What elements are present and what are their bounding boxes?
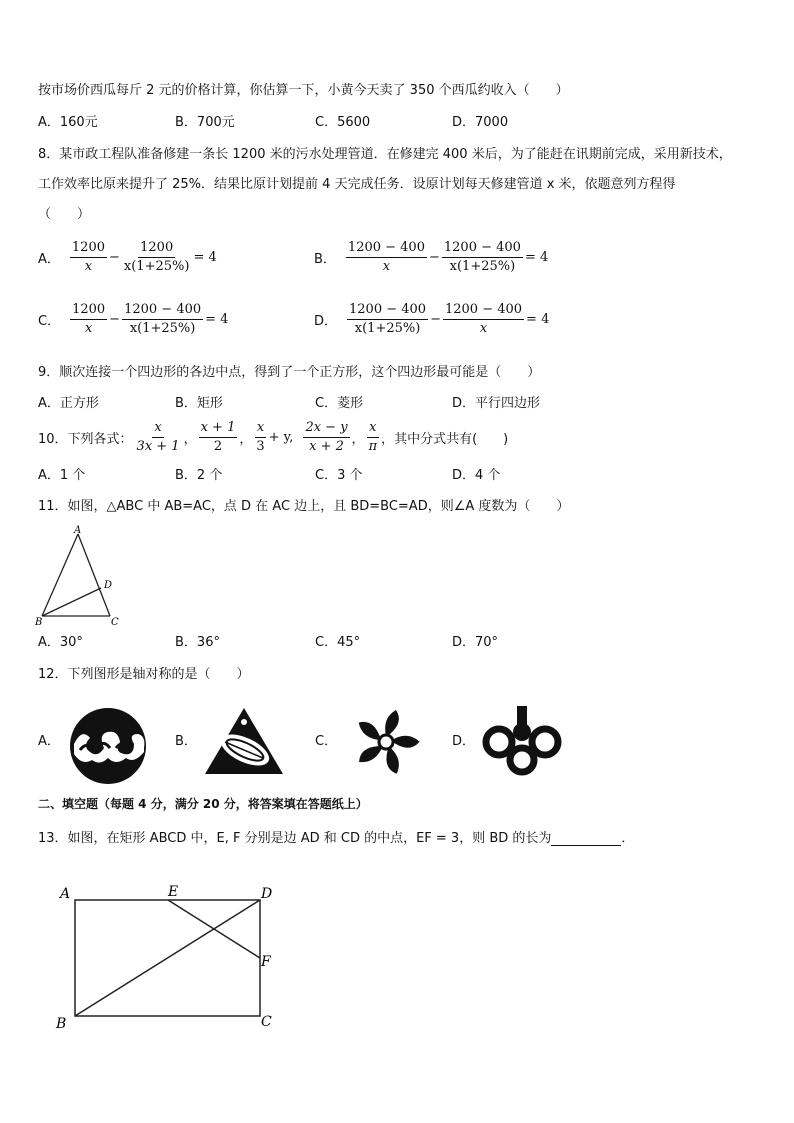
q11-option-c: C．45° xyxy=(315,635,361,650)
q13-label-e: E xyxy=(168,884,179,900)
q8-a-frac1 xyxy=(70,240,107,275)
q11-option-a: A．30° xyxy=(38,635,83,650)
q8-option-a xyxy=(38,240,217,275)
q8-c-minus: − xyxy=(109,312,121,327)
q10-comma3: ， xyxy=(351,432,365,447)
q10-f2-den: 2 xyxy=(213,439,223,454)
q12-option-c-flower-figure xyxy=(349,706,423,778)
q11-label-d: D xyxy=(104,580,113,591)
q8-d-frac1 xyxy=(347,302,428,337)
q8-stem-line3: （ ） xyxy=(38,207,91,222)
q7-option-b: B．700元 xyxy=(175,115,235,130)
q12-option-a-label: A． xyxy=(38,734,60,749)
q8-b-frac1 xyxy=(346,240,427,275)
q10-f5-den: π xyxy=(368,439,378,454)
q8-c-den2: x(1+25%) xyxy=(129,321,196,336)
q8-a-num2: 1200 xyxy=(138,240,175,258)
q12-option-b-triangle-figure xyxy=(203,706,285,776)
q10-frac4 xyxy=(303,420,349,455)
q9-option-c: C．菱形 xyxy=(315,396,364,411)
q10-frac3 xyxy=(254,420,266,455)
q7-option-c: C．5600 xyxy=(315,115,371,130)
q7-option-d: D．7000 xyxy=(452,115,509,130)
q8-d-den1: x(1+25%) xyxy=(354,321,421,336)
q10-frac5 xyxy=(367,420,380,455)
q10-option-d: D．4 个 xyxy=(452,468,501,483)
q10-comma2: ， xyxy=(239,432,253,447)
q13-label-f: F xyxy=(261,954,271,970)
q8-d-num2: 1200 − 400 xyxy=(443,302,524,320)
q8-c-frac2 xyxy=(122,302,203,337)
q10-option-b: B．2 个 xyxy=(175,468,223,483)
q8-a-den2: x(1+25%) xyxy=(123,259,190,274)
q9-stem: 9．顺次连接一个四边形的各边中点，得到了一个正方形，这个四边形最可能是（ ） xyxy=(38,365,541,380)
q8-b-den2: x(1+25%) xyxy=(449,259,516,274)
q8-d-frac2 xyxy=(443,302,524,337)
q8-c-num1: 1200 xyxy=(70,302,107,320)
q10-f4-den: x + 2 xyxy=(309,439,344,454)
q12-option-c-label: C． xyxy=(315,734,338,749)
q10-stem xyxy=(38,420,508,455)
q8-option-b-label: B． xyxy=(314,252,336,267)
q13-label-d: D xyxy=(261,886,273,902)
q8-a-minus: − xyxy=(109,250,120,265)
q11-stem: 11．如图，△ABC 中 AB=AC，点 D 在 AC 边上，且 BD=BC=AD，则∠A 度数为（ ） xyxy=(38,499,570,514)
q10-frac2 xyxy=(199,420,238,455)
q8-option-d xyxy=(314,302,549,337)
q10-f4-num: 2x − y xyxy=(303,420,349,438)
q8-b-minus: − xyxy=(428,250,440,265)
q13-stem-end: ． xyxy=(621,831,635,846)
q8-b-num1: 1200 − 400 xyxy=(346,240,427,258)
q8-b-num2: 1200 − 400 xyxy=(442,240,523,258)
q13-label-b: B xyxy=(56,1016,67,1032)
q11-label-a: A xyxy=(74,525,82,536)
q10-prefix: 10．下列各式： xyxy=(38,432,133,447)
q10-f3-tail: + y, xyxy=(268,430,294,445)
q10-option-c: C．3 个 xyxy=(315,468,363,483)
q8-b-rhs: = 4 xyxy=(524,250,549,265)
q10-f5-num: x xyxy=(367,420,378,438)
q10-suffix: ，其中分式共有( ) xyxy=(381,432,509,447)
q8-option-a-label: A． xyxy=(38,252,60,267)
q8-stem-line1: 8．某市政工程队准备修建一条长 1200 米的污水处理管道．在修建完 400 米后，为了能赶在讯期前完成，采用新技术， xyxy=(38,147,732,162)
q13-rectangle-figure xyxy=(52,878,282,1034)
q13-stem xyxy=(38,827,634,846)
q8-option-b xyxy=(314,240,548,275)
q8-option-c xyxy=(38,302,228,337)
q8-d-rhs: = 4 xyxy=(526,312,550,327)
q10-f3-num: x xyxy=(255,420,266,438)
q8-stem-line2: 工作效率比原来提升了 25%．结果比原计划提前 4 天完成任务．设原计划每天修建管道 x 米，依题意列方程得 xyxy=(38,177,676,192)
q8-c-den1: x xyxy=(84,321,93,336)
q11-triangle-figure xyxy=(34,524,124,628)
q7-option-a: A．160元 xyxy=(38,115,98,130)
q10-f2-num: x + 1 xyxy=(199,420,238,438)
q11-label-b: B xyxy=(35,617,43,628)
q8-b-den1: x xyxy=(382,259,391,274)
q10-f1-num: x xyxy=(152,420,163,438)
q9-option-a: A．正方形 xyxy=(38,396,99,411)
q10-comma1: ， xyxy=(183,432,197,447)
q8-d-minus: − xyxy=(430,312,441,327)
q12-option-d-rings-figure xyxy=(481,706,563,778)
q8-option-d-label: D． xyxy=(314,314,338,329)
q8-a-num1: 1200 xyxy=(70,240,107,258)
q10-f1-den: 3x + 1 xyxy=(136,439,180,454)
q12-option-b-label: B． xyxy=(175,734,197,749)
q8-c-rhs: = 4 xyxy=(205,312,229,327)
q8-option-c-label: C． xyxy=(38,314,61,329)
q8-a-frac2 xyxy=(122,240,192,275)
q9-option-b: B．矩形 xyxy=(175,396,223,411)
q11-label-c: C xyxy=(111,617,119,628)
q8-c-frac1 xyxy=(70,302,107,337)
q10-frac1 xyxy=(135,420,182,455)
q9-option-d: D．平行四边形 xyxy=(452,396,541,411)
q7-stem: 按市场价西瓜每斤 2 元的价格计算，你估算一下，小黄今天卖了 350 个西瓜约收入（ ） xyxy=(38,83,569,98)
q10-f3-den: 3 xyxy=(256,439,265,454)
q8-a-den1: x xyxy=(84,259,93,274)
q8-b-frac2 xyxy=(442,240,523,275)
q8-c-num2: 1200 − 400 xyxy=(122,302,203,320)
q8-d-den2: x xyxy=(479,321,488,336)
q12-option-d-label: D． xyxy=(452,734,476,749)
q11-option-d: D．70° xyxy=(452,635,499,650)
q13-stem-text: 13．如图，在矩形 ABCD 中，E, F 分别是边 AD 和 CD 的中点，EF = 3，则 BD 的长为 xyxy=(38,831,552,846)
q11-option-b: B．36° xyxy=(175,635,220,650)
section2-title: 二、填空题（每题 4 分，满分 20 分，将答案填在答题纸上） xyxy=(38,797,368,811)
q12-stem: 12．下列图形是轴对称的是（ ） xyxy=(38,667,250,682)
q8-a-rhs: = 4 xyxy=(193,250,217,265)
q13-label-a: A xyxy=(60,886,71,902)
q10-option-a: A．1 个 xyxy=(38,468,86,483)
q8-d-num1: 1200 − 400 xyxy=(347,302,428,320)
q12-option-a-wave-circle-figure xyxy=(68,706,148,786)
q13-label-c: C xyxy=(261,1014,272,1030)
q13-answer-blank[interactable] xyxy=(551,832,621,846)
